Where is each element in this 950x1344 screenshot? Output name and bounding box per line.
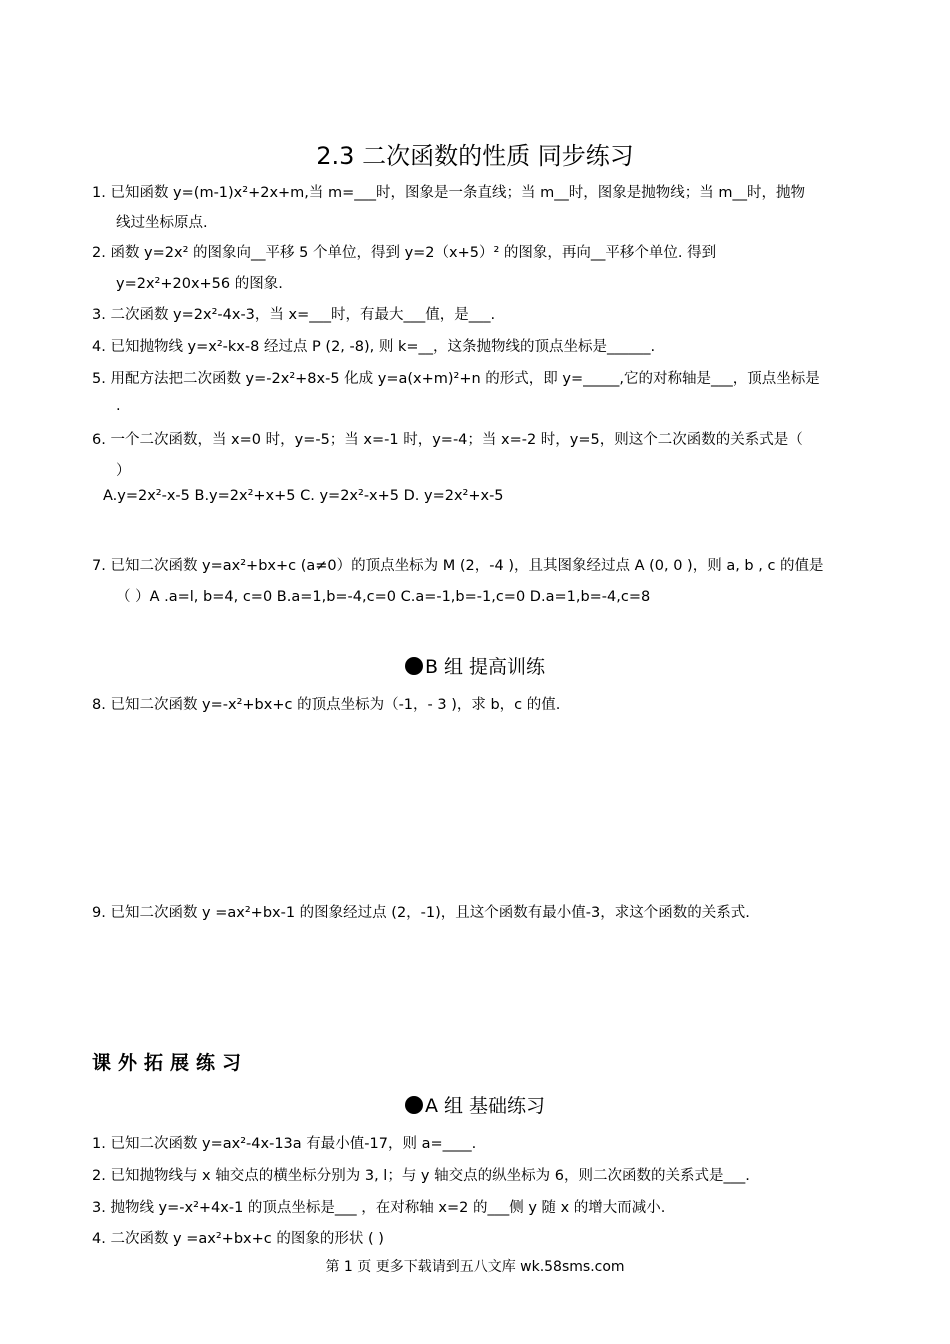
extension-question-1: 1. 已知二次函数 y=ax²-4x-13a 有最小值-17，则 a=____. <box>92 1136 477 1152</box>
extension-question-3: 3. 抛物线 y=-x²+4x-1 的顶点坐标是___ ，在对称轴 x=2 的___侧 y 随 x 的增大而减小. <box>92 1200 666 1216</box>
page-footer: 第 1 页 更多下载请到五八文库 wk.58sms.com <box>325 1259 625 1275</box>
extension-question-4: 4. 二次函数 y =ax²+bx+c 的图象的形状 ( ) <box>92 1231 384 1247</box>
question-6-line-1: 6. 一个二次函数，当 x=0 时，y=-5；当 x=-1 时，y=-4；当 x=-2 时，y=5，则这个二次函数的关系式是（ <box>92 432 803 448</box>
question-4: 4. 已知抛物线 y=x²-kx-8 经过点 P (2, -8), 则 k=__，这条抛物线的顶点坐标是______. <box>92 339 656 355</box>
bullet-dot-icon <box>405 1096 423 1114</box>
question-2-line-2: y=2x²+20x+56 的图象. <box>116 276 283 292</box>
question-9: 9. 已知二次函数 y =ax²+bx-1 的图象经过点 (2，-1)，且这个函数有最小值-3，求这个函数的关系式. <box>92 905 750 921</box>
question-2-line-1: 2. 函数 y=2x² 的图象向__平移 5 个单位，得到 y=2（x+5）² 的图象，再向__平移个单位. 得到 <box>92 245 717 261</box>
question-5-line-2: . <box>116 398 121 414</box>
question-6-options: A.y=2x²-x-5 B.y=2x²+x+5 C. y=2x²-x+5 D. y=2x²+x-5 <box>103 488 504 504</box>
question-1-line-1: 1. 已知函数 y=(m-1)x²+2x+m,当 m=___时，图象是一条直线；当 m__时，图象是抛物线；当 m__时，抛物 <box>92 185 806 201</box>
question-1-line-2: 线过坐标原点. <box>116 215 208 231</box>
page-title: 2.3 二次函数的性质 同步练习 <box>316 142 634 170</box>
extension-question-2: 2. 已知抛物线与 x 轴交点的横坐标分别为 3, l；与 y 轴交点的纵坐标为 6，则二次函数的关系式是___. <box>92 1168 750 1184</box>
section-a-heading: A 组 基础练习 <box>0 1091 950 1118</box>
question-7-line-2: （ ）A .a=l, b=4, c=0 B.a=1,b=-4,c=0 C.a=-1,b=-1,c=0 D.a=1,b=-4,c=8 <box>116 589 651 605</box>
extension-title: 课外拓展练习 <box>92 1052 249 1074</box>
question-8: 8. 已知二次函数 y=-x²+bx+c 的顶点坐标为（-1，- 3 )，求 b，c 的值. <box>92 697 561 713</box>
section-b-heading: B 组 提高训练 <box>0 652 950 679</box>
bullet-dot-icon <box>405 657 423 675</box>
question-7-line-1: 7. 已知二次函数 y=ax²+bx+c (a≠0）的顶点坐标为 M (2，-4 )，且其图象经过点 A (0, 0 )，则 a, b , c 的值是 <box>92 558 824 574</box>
question-3: 3. 二次函数 y=2x²-4x-3，当 x=___时，有最大___值，是___. <box>92 307 496 323</box>
question-6-line-2: ） <box>116 463 131 479</box>
question-5-line-1: 5. 用配方法把二次函数 y=-2x²+8x-5 化成 y=a(x+m)²+n 的形式，即 y=_____,它的对称轴是___，顶点坐标是 <box>92 371 820 387</box>
